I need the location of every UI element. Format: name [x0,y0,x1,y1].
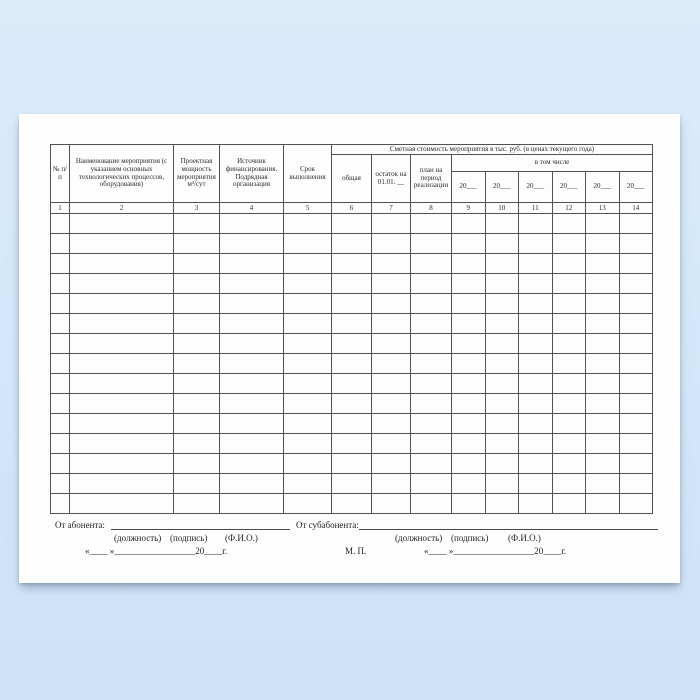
empty-cell [519,394,553,414]
empty-cell [70,414,174,434]
empty-cell [452,354,486,374]
table-row [51,454,653,474]
col-header-term: Срок выполнения [284,145,332,203]
empty-cell [519,434,553,454]
empty-cell [519,294,553,314]
empty-cell [372,254,411,274]
column-number-10: 10 [485,203,519,214]
empty-cell [485,274,519,294]
empty-cell [411,274,452,294]
empty-cell [485,394,519,414]
empty-cell [485,474,519,494]
empty-cell [284,374,332,394]
column-number-4: 4 [220,203,284,214]
empty-cell [51,314,70,334]
empty-cell [485,454,519,474]
abonent-position-label: (должность) [114,533,162,543]
empty-cell [619,234,653,254]
empty-cell [552,414,586,434]
table-row [51,254,653,274]
empty-cell [619,214,653,234]
empty-cell [174,334,220,354]
empty-cell [284,394,332,414]
table-row [51,214,653,234]
empty-cell [452,234,486,254]
empty-cell [586,334,620,354]
empty-cell [586,374,620,394]
empty-cell [552,494,586,514]
empty-cell [174,474,220,494]
column-number-12: 12 [552,203,586,214]
column-number-11: 11 [519,203,553,214]
empty-cell [284,274,332,294]
table-row [51,294,653,314]
empty-cell [485,214,519,234]
empty-cell [485,334,519,354]
abonent-signature-line [111,520,290,530]
empty-cell [485,254,519,274]
empty-cell [51,494,70,514]
column-number-13: 13 [586,203,620,214]
empty-cell [372,214,411,234]
column-number-7: 7 [372,203,411,214]
empty-cell [174,234,220,254]
empty-cell [411,394,452,414]
abonent-line [55,520,290,531]
empty-cell [284,454,332,474]
empty-cell [552,454,586,474]
column-number-14: 14 [619,203,653,214]
empty-cell [174,494,220,514]
empty-cell [519,234,553,254]
empty-cell [284,414,332,434]
table-row [51,394,653,414]
empty-cell [332,334,372,354]
empty-cell [586,294,620,314]
empty-cell [452,294,486,314]
empty-cell [619,334,653,354]
empty-cell [284,294,332,314]
empty-cell [332,234,372,254]
empty-cell [519,274,553,294]
empty-cell [452,334,486,354]
empty-cell [519,454,553,474]
empty-cell [586,434,620,454]
empty-cell [586,254,620,274]
empty-cell [452,214,486,234]
empty-cell [372,294,411,314]
subabonent-position-label: (должность) [395,533,443,543]
empty-cell [372,314,411,334]
empty-cell [452,374,486,394]
empty-cell [51,294,70,314]
table-row [51,274,653,294]
empty-cell [174,374,220,394]
table-row [51,334,653,354]
empty-cell [619,294,653,314]
empty-cell [174,294,220,314]
empty-cell [174,394,220,414]
empty-cell [70,234,174,254]
empty-cell [552,274,586,294]
empty-cell [411,314,452,334]
col-header-plan: план на период реализации [411,155,452,203]
empty-cell [485,294,519,314]
empty-cell [332,414,372,434]
empty-cell [174,314,220,334]
empty-cell [51,274,70,294]
empty-cell [485,374,519,394]
empty-cell [552,294,586,314]
empty-cell [619,374,653,394]
empty-cell [51,254,70,274]
document-sheet [19,114,680,583]
empty-cell [519,474,553,494]
table-row [51,474,653,494]
empty-cell [332,274,372,294]
empty-cell [70,354,174,374]
empty-cell [372,354,411,374]
empty-cell [284,354,332,374]
empty-cell [485,354,519,374]
empty-cell [332,434,372,454]
col-header-capacity: Проектная мощность мероприятия м³/сут [174,145,220,203]
subabonent-name-label: (Ф.И.О.) [508,533,541,543]
empty-cell [70,274,174,294]
col-header-balance: остаток на 01.01. __ [372,155,411,203]
empty-cell [552,474,586,494]
empty-cell [70,474,174,494]
table-row [51,494,653,514]
empty-cell [552,254,586,274]
empty-cell [51,414,70,434]
stamp-label: М. П. [345,546,367,556]
empty-cell [411,214,452,234]
empty-cell [70,214,174,234]
empty-cell [519,254,553,274]
empty-cell [411,474,452,494]
empty-cell [174,454,220,474]
table-row [51,374,653,394]
empty-cell [220,434,284,454]
empty-cell [586,214,620,234]
empty-cell [372,414,411,434]
empty-cell [220,454,284,474]
empty-cell [372,434,411,454]
column-number-3: 3 [174,203,220,214]
empty-cell [619,274,653,294]
empty-cell [332,294,372,314]
empty-cell [332,354,372,374]
empty-cell [411,414,452,434]
empty-cell [452,414,486,434]
empty-cell [619,474,653,494]
empty-cell [619,354,653,374]
col-header-name: Наименование мероприятия (с указанием основных технологических процессов, оборудования) [70,145,174,203]
measures-table [50,144,653,514]
empty-cell [51,374,70,394]
empty-cell [332,374,372,394]
abonent-label: От абонента: [55,520,105,530]
signature-block [19,520,680,562]
empty-cell [70,374,174,394]
empty-cell [411,434,452,454]
empty-cell [284,234,332,254]
empty-cell [452,394,486,414]
subabonent-signature-label: (подпись) [451,533,489,543]
col-header-total: общая [332,155,372,203]
empty-cell [51,454,70,474]
col-header-year-5: 20___ [586,172,620,203]
empty-cell [372,234,411,254]
empty-cell [284,434,332,454]
empty-cell [70,334,174,354]
empty-cell [332,474,372,494]
empty-cell [411,454,452,474]
empty-cell [284,494,332,514]
empty-cell [586,414,620,434]
empty-cell [452,474,486,494]
empty-cell [174,254,220,274]
empty-cell [70,434,174,454]
empty-cell [519,214,553,234]
empty-cell [51,234,70,254]
empty-cell [284,474,332,494]
empty-cell [552,334,586,354]
empty-cell [452,254,486,274]
col-header-funding: Источник финансирования. Подрядная организация [220,145,284,203]
empty-cell [586,454,620,474]
empty-cell [411,294,452,314]
empty-cell [220,374,284,394]
empty-cell [452,274,486,294]
subabonent-date-line: «____ »__________________20____г. [424,546,567,556]
empty-cell [70,254,174,274]
empty-cell [411,334,452,354]
col-header-year-3: 20___ [519,172,553,203]
empty-cell [411,354,452,374]
empty-cell [485,434,519,454]
empty-cell [519,494,553,514]
col-header-year-6: 20___ [619,172,653,203]
empty-cell [220,214,284,234]
empty-cell [619,394,653,414]
empty-cell [411,234,452,254]
empty-cell [284,254,332,274]
empty-cell [552,354,586,374]
empty-cell [220,394,284,414]
empty-cell [452,434,486,454]
table-row [51,314,653,334]
empty-cell [284,214,332,234]
subabonent-label: От субабонента: [296,520,359,530]
column-number-2: 2 [70,203,174,214]
empty-cell [452,494,486,514]
empty-cell [220,414,284,434]
col-header-year-2: 20___ [485,172,519,203]
subabonent-signature-line [359,520,658,530]
empty-cell [220,294,284,314]
empty-cell [586,474,620,494]
empty-cell [51,354,70,374]
empty-cell [220,494,284,514]
empty-cell [372,474,411,494]
empty-cell [51,394,70,414]
empty-cell [586,274,620,294]
table-row [51,414,653,434]
empty-cell [519,354,553,374]
empty-cell [372,374,411,394]
column-number-5: 5 [284,203,332,214]
empty-cell [586,354,620,374]
empty-cell [284,314,332,334]
empty-cell [332,394,372,414]
column-number-6: 6 [332,203,372,214]
empty-cell [552,394,586,414]
empty-cell [619,494,653,514]
empty-cell [452,454,486,474]
empty-cell [586,394,620,414]
column-number-1: 1 [51,203,70,214]
empty-cell [70,454,174,474]
empty-cell [372,274,411,294]
empty-cell [411,494,452,514]
empty-cell [411,374,452,394]
empty-cell [70,294,174,314]
empty-cell [51,474,70,494]
empty-cell [552,374,586,394]
empty-cell [519,374,553,394]
empty-cell [485,414,519,434]
empty-cell [372,494,411,514]
empty-cell [552,214,586,234]
empty-cell [174,414,220,434]
empty-cell [485,494,519,514]
col-header-year-1: 20___ [452,172,486,203]
column-number-9: 9 [452,203,486,214]
col-header-num: № п/п [51,145,70,203]
empty-cell [174,214,220,234]
empty-cell [619,414,653,434]
empty-cell [586,234,620,254]
empty-cell [586,494,620,514]
empty-cell [220,234,284,254]
col-group-header-cost: Сметная стоимость мероприятия в тыс. руб. (в ценах текущего года) [332,145,653,155]
empty-cell [174,354,220,374]
empty-cell [174,434,220,454]
table-row [51,354,653,374]
empty-cell [485,314,519,334]
empty-cell [220,274,284,294]
empty-cell [51,214,70,234]
empty-cell [411,254,452,274]
abonent-date-line: «____ »__________________20____г. [85,546,228,556]
empty-cell [372,454,411,474]
empty-cell [70,394,174,414]
empty-cell [619,314,653,334]
empty-cell [332,254,372,274]
empty-cell [220,474,284,494]
empty-cell [586,314,620,334]
empty-cell [332,454,372,474]
table-row [51,234,653,254]
empty-cell [174,274,220,294]
empty-cell [519,314,553,334]
empty-cell [372,394,411,414]
column-number-8: 8 [411,203,452,214]
table-body [51,214,653,514]
empty-cell [51,434,70,454]
empty-cell [220,334,284,354]
abonent-signature-label: (подпись) [170,533,208,543]
col-subgroup-header-years: в том числе [452,155,653,172]
empty-cell [220,254,284,274]
empty-cell [452,314,486,334]
abonent-name-label: (Ф.И.О.) [225,533,258,543]
empty-cell [70,494,174,514]
empty-cell [619,254,653,274]
empty-cell [220,314,284,334]
empty-cell [619,434,653,454]
empty-cell [372,334,411,354]
col-header-year-4: 20___ [552,172,586,203]
subabonent-line [296,520,658,531]
table-row [51,434,653,454]
empty-cell [332,314,372,334]
empty-cell [519,414,553,434]
empty-cell [332,494,372,514]
empty-cell [332,214,372,234]
empty-cell [552,234,586,254]
empty-cell [284,334,332,354]
empty-cell [519,334,553,354]
empty-cell [552,434,586,454]
empty-cell [70,314,174,334]
empty-cell [485,234,519,254]
empty-cell [552,314,586,334]
empty-cell [619,454,653,474]
empty-cell [220,354,284,374]
empty-cell [51,334,70,354]
